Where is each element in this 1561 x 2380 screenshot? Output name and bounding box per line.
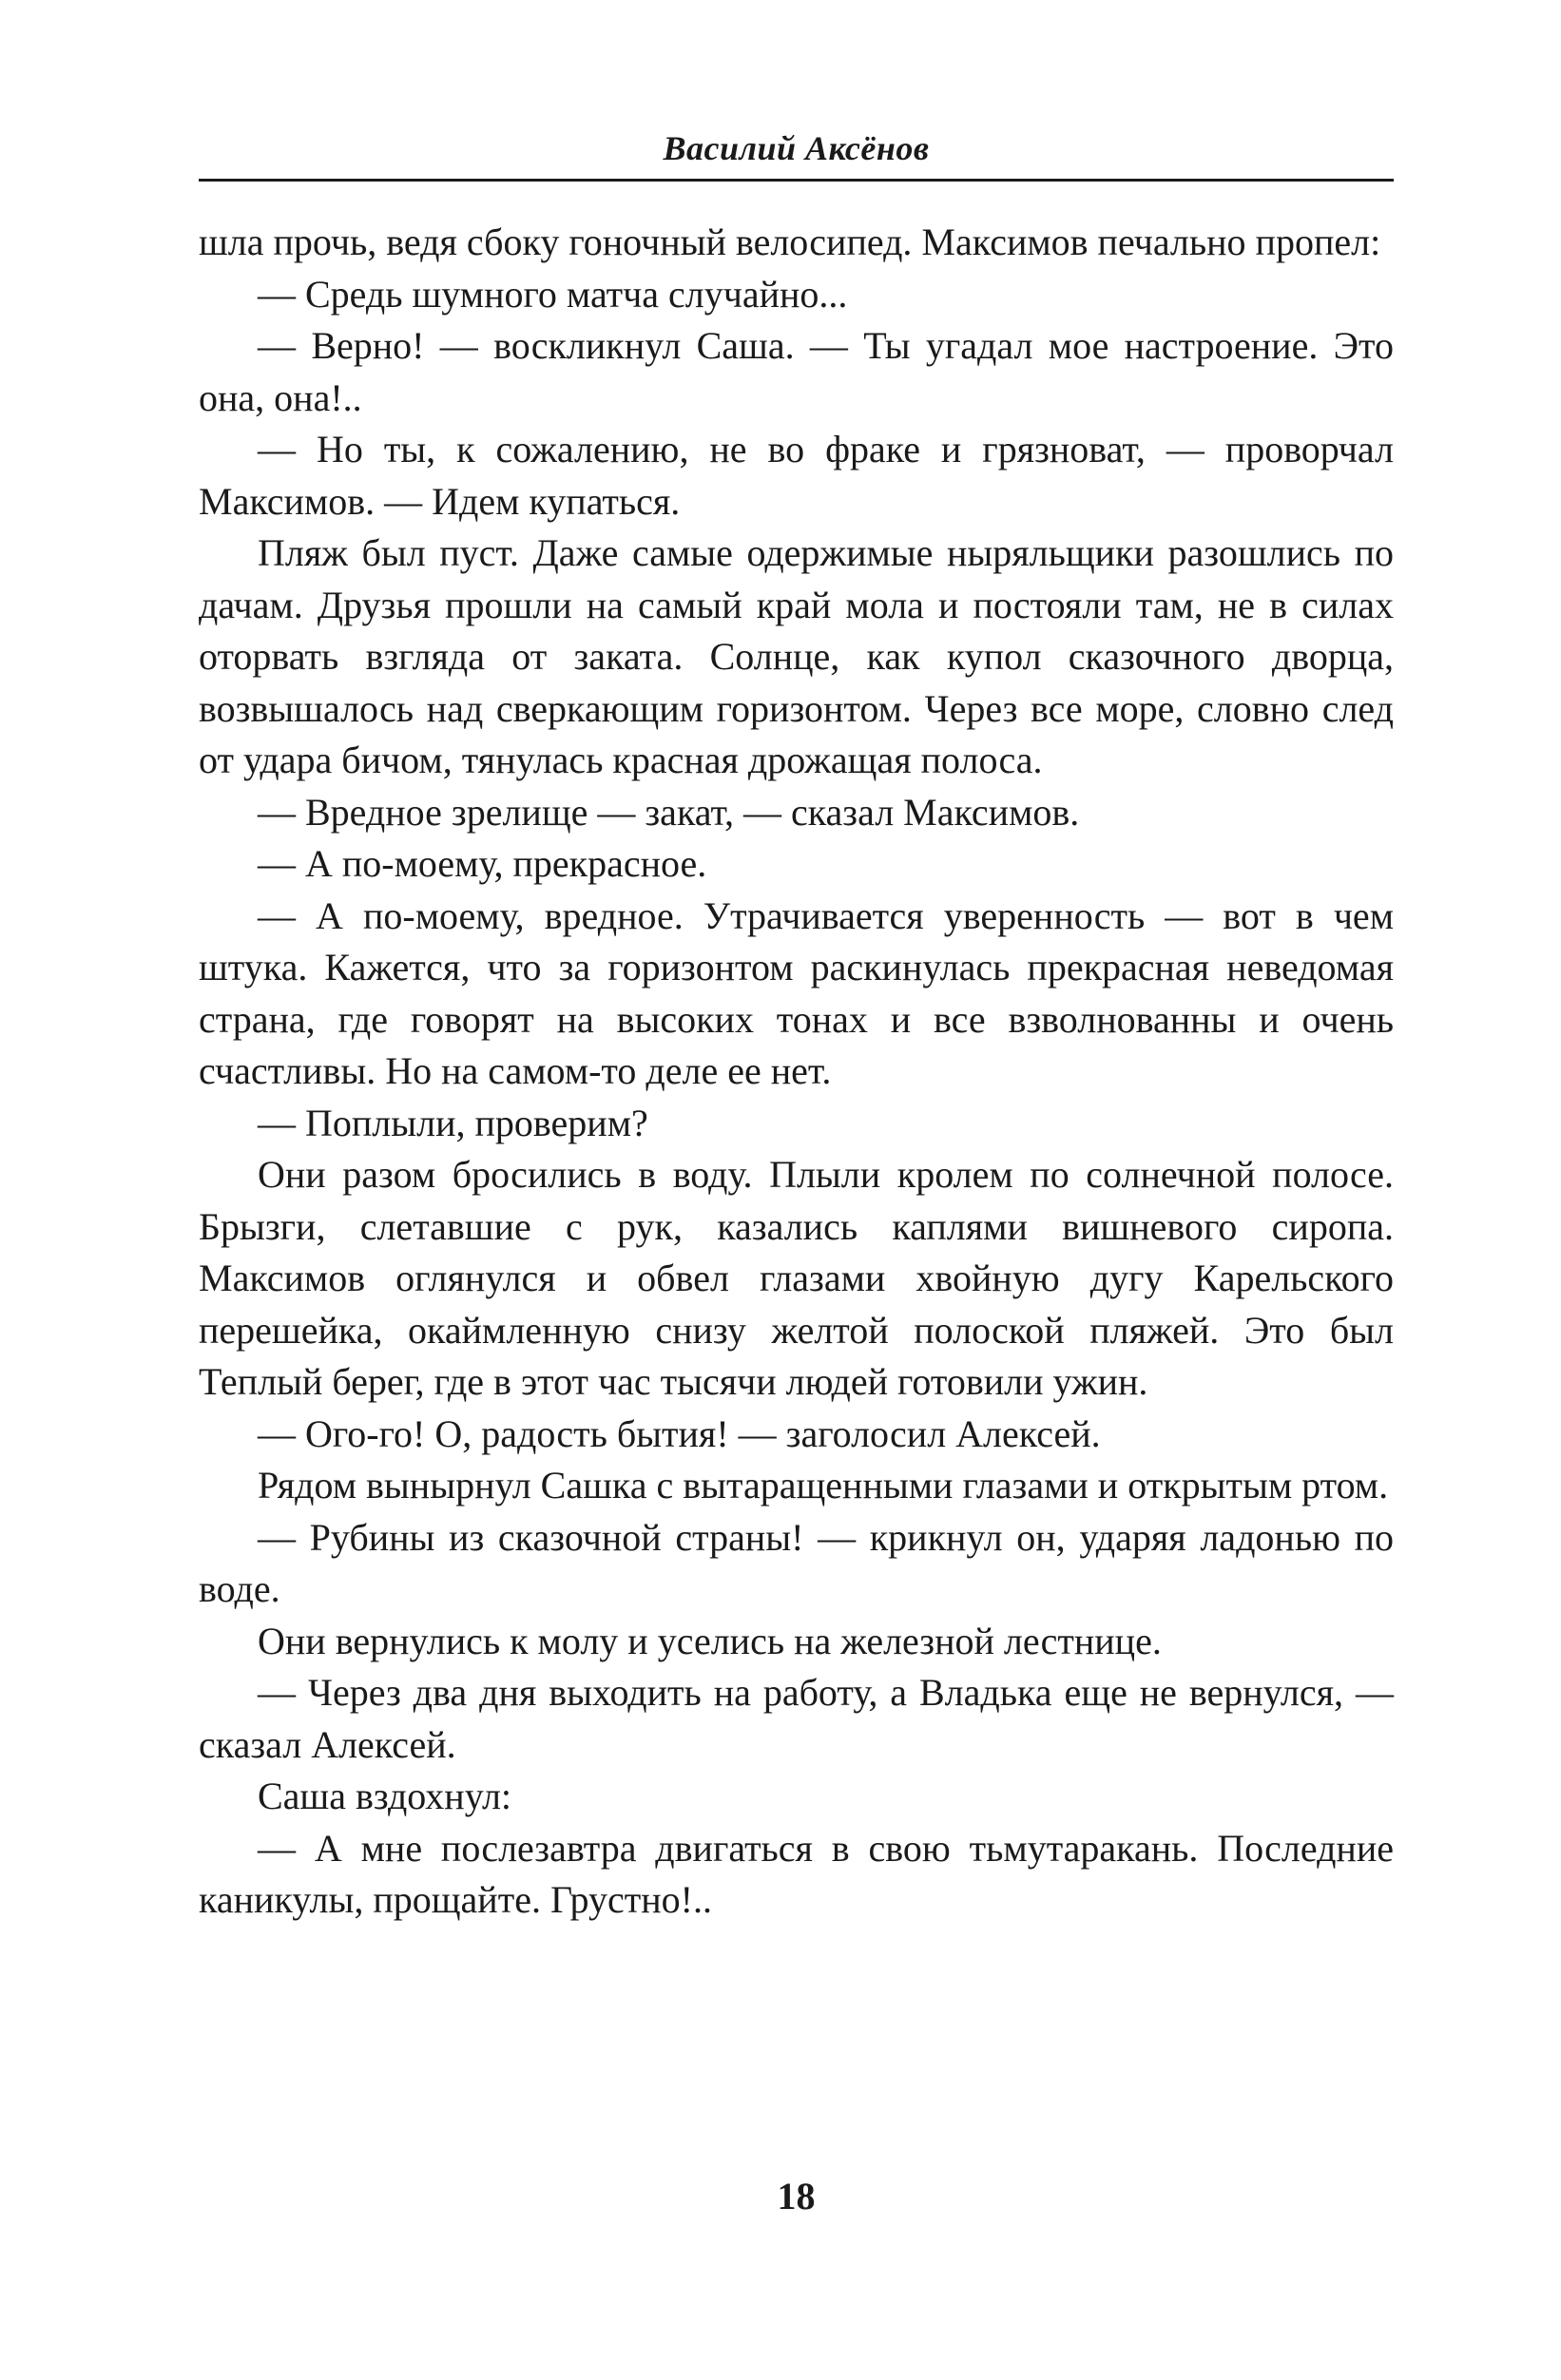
paragraph: — Но ты, к сожалению, не во фраке и грязноват, — проворчал Максимов. — Идем купаться. <box>199 428 1394 523</box>
paragraph: — Вредное зрелище — закат, — сказал Максимов. <box>258 790 1080 834</box>
header-rule <box>199 179 1394 182</box>
paragraph: — А мне послезавтра двигаться в свою тьмутаракань. Последние каникулы, прощайте. Грустно!.. <box>199 1826 1394 1921</box>
paragraph: — Поплыли, проверим? <box>258 1101 648 1144</box>
paragraph: — Рубины из сказочной страны! — крикнул он, ударяя ладонью по воде. <box>199 1515 1394 1610</box>
paragraph: Они разом бросились в воду. Плыли кролем по солнечной полосе. Брызги, слетавшие с рук, казались каплями вишневого сиропа. Максимов оглянулся и обвел глазами хвойную дугу Карельского перешейка, окаймленную снизу желтой полоской пляжей. Это был Теплый берег, где в этот час тысячи людей готовили ужин. <box>199 1153 1394 1403</box>
page-number: 18 <box>777 2175 816 2217</box>
paragraph: Они вернулись к молу и уселись на железной лестнице. <box>258 1619 1162 1662</box>
paragraph: Пляж был пуст. Даже самые одержимые ныряльщики разошлись по дачам. Друзья прошли на самый край мола и постояли там, не в силах оторвать взгляда от заката. Солнце, как купол сказочного дворца, возвышалось над сверкающим горизонтом. Через все море, словно след от удара бичом, тянулась красная дрожащая полоса. <box>199 531 1394 781</box>
paragraph: — А по-моему, вредное. Утрачивается уверенность — вот в чем штука. Кажется, что за горизонтом раскинулась прекрасная неведомая страна, где говорят на высоких тонах и все взволнованны и очень счастливы. Но на самом-то деле ее нет. <box>199 893 1394 1092</box>
paragraph: шла прочь, ведя сбоку гоночный велосипед. Максимов печально пропел: <box>199 221 1381 263</box>
paragraph: — А по-моему, прекрасное. <box>258 842 707 885</box>
paragraph: — Средь шумного матча случайно... <box>258 272 848 316</box>
paragraph: — Верно! — воскликнул Саша. — Ты угадал мое настроение. Это она, она!.. <box>199 324 1394 419</box>
body-text <box>199 217 1394 1927</box>
paragraph: — Через два дня выходить на работу, а Владька еще не вернулся, — сказал Алексей. <box>199 1671 1394 1766</box>
paragraph: — Ого-го! О, радость бытия! — заголосил Алексей. <box>258 1411 1101 1455</box>
paragraph: Саша вздохнул: <box>258 1775 512 1817</box>
paragraph: Рядом вынырнул Сашка с вытаращенными глазами и открытым ртом. <box>258 1464 1389 1507</box>
running-head-author: Василий Аксёнов <box>663 129 930 167</box>
